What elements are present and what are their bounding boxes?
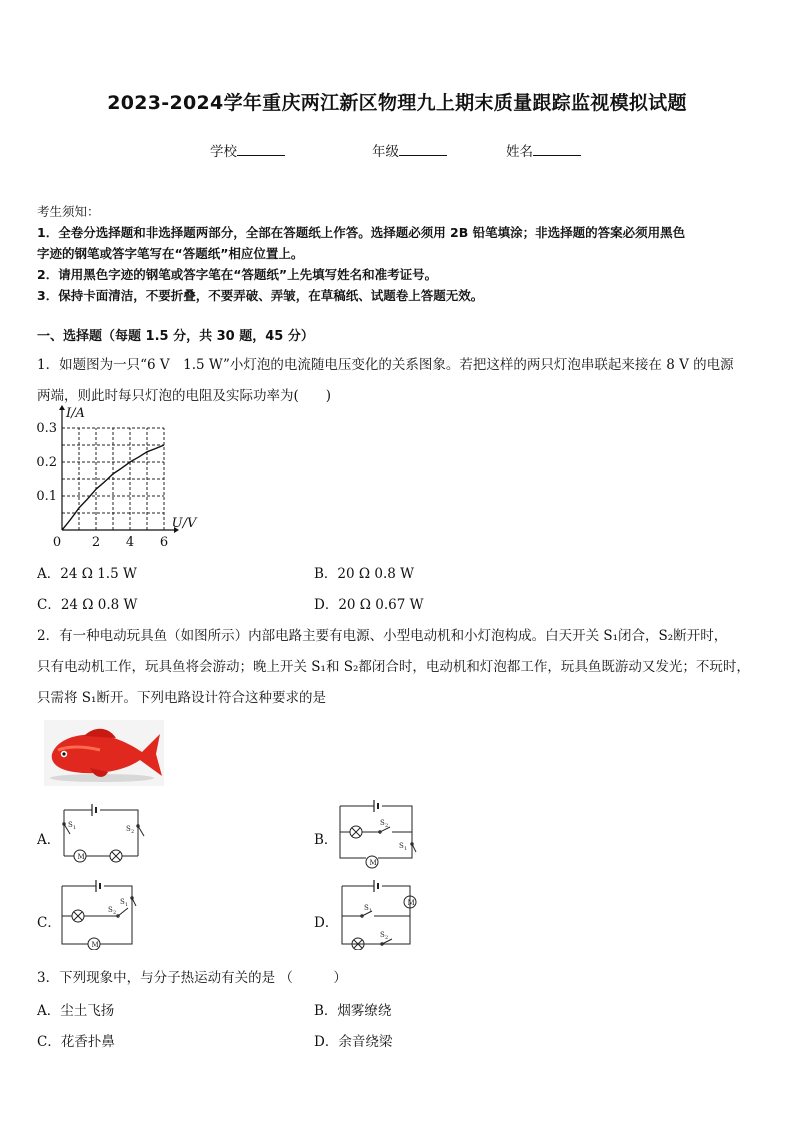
q3-option-d[interactable]: D．余音绕梁	[314, 1034, 393, 1050]
school-field[interactable]	[210, 140, 285, 160]
x-tick-label: 4	[125, 535, 135, 550]
q3-option-b[interactable]: B．烟雾缭绕	[314, 1003, 392, 1019]
school-blank[interactable]	[237, 143, 285, 156]
q1-option-d[interactable]: D．20 Ω 0.67 W	[314, 597, 424, 613]
q3-option-a[interactable]: A．尘土飞扬	[37, 1003, 115, 1019]
s1-label: S	[120, 898, 125, 906]
grade-label: 年级	[372, 144, 399, 160]
q1-iu-chart	[32, 405, 202, 553]
s2-label: S	[126, 825, 131, 833]
q3-stem: 3．下列现象中，与分子热运动有关的是 （ ）	[37, 970, 347, 986]
chart-axes	[59, 405, 179, 533]
q2-option-a-label[interactable]: A．	[37, 832, 61, 848]
name-label: 姓名	[506, 144, 533, 160]
circuit-b-diagram[interactable]	[336, 800, 418, 874]
q2-stem-line2: 只有电动机工作，玩具鱼将会游动；晚上开关 S₁和 S₂都闭合时，电动机和灯泡都工作，玩具鱼既游动又发光；不玩时，	[37, 659, 750, 675]
y-tick-label: 0.3	[36, 421, 57, 436]
name-field[interactable]	[506, 140, 581, 160]
s1-sub: 1	[404, 846, 408, 852]
s2-sub: 2	[113, 910, 117, 916]
s2-sub: 2	[131, 829, 135, 835]
y-tick-label: 0.2	[36, 455, 57, 470]
motor-label: M	[407, 899, 415, 907]
q1-option-a[interactable]: A．24 Ω 1.5 W	[37, 566, 137, 582]
s1-sub: 1	[125, 902, 129, 908]
circuit-a-diagram[interactable]	[56, 800, 146, 870]
motor-label: M	[77, 853, 85, 861]
motor-label: M	[91, 941, 99, 949]
grade-blank[interactable]	[399, 143, 447, 156]
q3-option-c[interactable]: C．花香扑鼻	[37, 1034, 115, 1050]
s1-label: S	[68, 821, 73, 829]
q1-option-b[interactable]: B．20 Ω 0.8 W	[314, 566, 415, 582]
circuit-c-diagram[interactable]	[56, 880, 140, 950]
q1-option-c[interactable]: C．24 Ω 0.8 W	[37, 597, 138, 613]
x-axis-label: U/V	[171, 516, 197, 531]
y-axis-arrow	[59, 405, 65, 410]
notice-heading: 考生须知：	[37, 204, 100, 219]
x-tick-label: 2	[91, 535, 101, 550]
y-axis-label: I/A	[66, 406, 85, 421]
chart-grid	[62, 428, 164, 530]
page-title: 2023-2024学年重庆两江新区物理九上期末质量跟踪监视模拟试题	[107, 92, 687, 114]
q2-option-c-label[interactable]: C．	[37, 915, 61, 931]
x-tick-label: 6	[159, 535, 169, 550]
s2-label: S	[380, 819, 385, 827]
school-label: 学校	[210, 144, 237, 160]
s1-sub: 1	[73, 825, 77, 831]
q2-stem-line1: 2．有一种电动玩具鱼（如图所示）内部电路主要有电源、小型电动机和小灯泡构成。白天开关 S₁闭合，S₂断开时，	[37, 628, 728, 644]
origin-label: 0	[52, 535, 62, 550]
s1-label: S	[364, 904, 369, 912]
motor-label: M	[369, 859, 377, 867]
q2-option-d-label[interactable]: D．	[314, 915, 339, 931]
notice-item-1-cont: 字迹的钢笔或答字笔写在“答题纸”相应位置上。	[37, 246, 304, 261]
s1-sub: 1	[369, 908, 373, 914]
grade-field[interactable]	[372, 140, 447, 160]
notice-item-3: 3．保持卡面清洁，不要折叠，不要弄破、弄皱，在草稿纸、试题卷上答题无效。	[37, 288, 484, 303]
notice-item-2: 2．请用黑色字迹的钢笔或答字笔在“答题纸”上先填写姓名和准考证号。	[37, 267, 438, 282]
q2-option-b-label[interactable]: B．	[314, 832, 338, 848]
s2-label: S	[380, 931, 385, 939]
section-heading: 一、选择题（每题 1.5 分，共 30 题，45 分）	[37, 329, 314, 344]
toy-fish-image	[44, 720, 164, 786]
y-tick-label: 0.1	[36, 489, 57, 504]
s2-sub: 2	[385, 823, 389, 829]
circuit-d-diagram[interactable]	[338, 880, 422, 950]
q1-stem-line1: 1．如题图为一只“6 V 1.5 W”小灯泡的电流随电压变化的关系图象。若把这样的两只灯泡串联起来接在 8 V 的电源	[37, 357, 734, 373]
notice-item-1: 1．全卷分选择题和非选择题两部分，全部在答题纸上作答。选择题必须用 2B 铅笔填涂；非选择题的答案必须用黑色	[37, 225, 686, 240]
s1-label: S	[399, 842, 404, 850]
s2-sub: 2	[385, 935, 389, 941]
name-blank[interactable]	[533, 143, 581, 156]
s2-label: S	[108, 906, 113, 914]
q2-stem-line3: 只需将 S₁断开。下列电路设计符合这种要求的是	[37, 690, 326, 706]
q1-stem-line2: 两端，则此时每只灯泡的电阻及实际功率为( )	[37, 388, 332, 404]
